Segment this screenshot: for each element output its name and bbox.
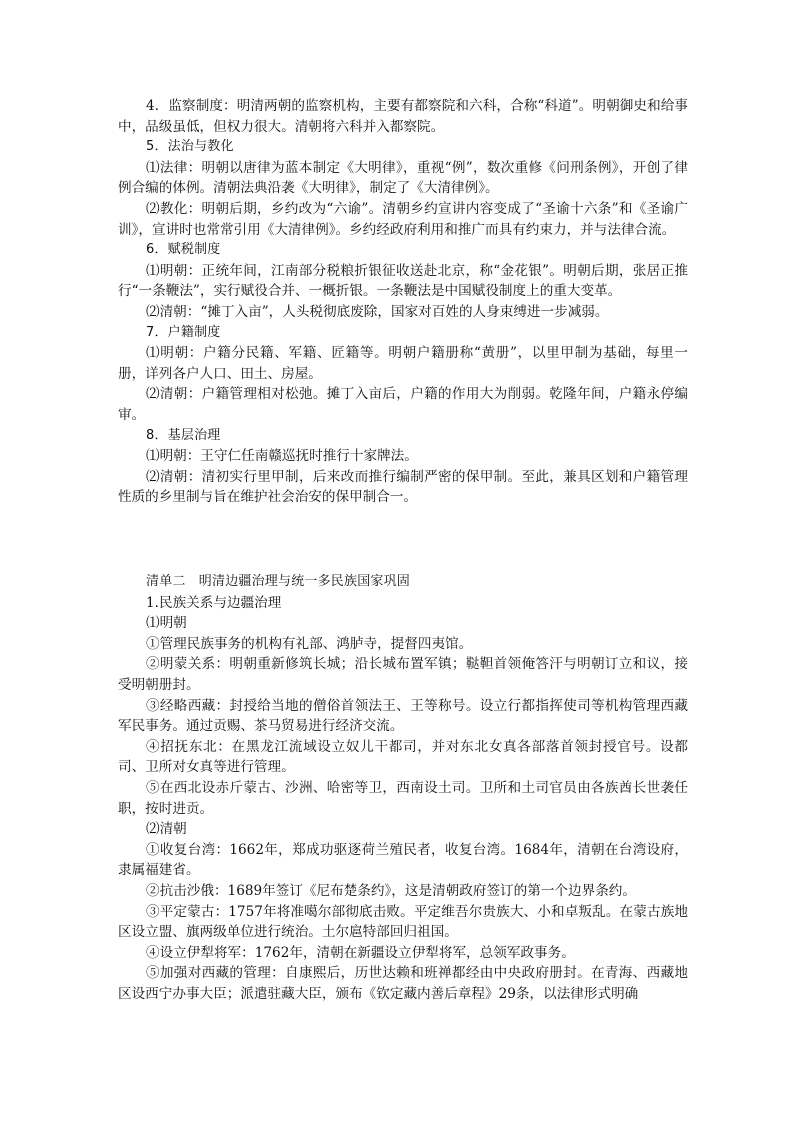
subheading-ethnic-relations: 1.民族关系与边疆治理 <box>146 594 282 611</box>
heading-local-governance: 8．基层治理 <box>146 427 221 443</box>
item-ming-4: ④招抚东北：在黑龙江流域设立奴儿干都司，并对东北女真各部落首领封授官号。设都司、卫所对女真等进行管理。 <box>118 738 688 776</box>
heading-tax: 6．赋税制度 <box>146 242 221 258</box>
item-ming-1: ①管理民族事务的机构有礼部、鸿胪寺，提督四夷馆。 <box>146 635 473 652</box>
item-ming-2: ②明蒙关系：明朝重新修筑长城；沿长城布置军镇；鞑靼首领俺答汗与明朝订立和议，接受明朝册封。 <box>118 656 688 693</box>
item-qing-2: ②抗击沙俄：1689年签订《尼布楚条约》，这是清朝政府签订的第一个边界条约。 <box>146 882 636 899</box>
para-household-qing: ⑵清朝：户籍管理相对松弛。摊丁入亩后，户籍的作用大为削弱。乾隆年间，户籍永停编审。 <box>118 386 688 423</box>
para-local-ming: ⑴明朝：王守仁任南赣巡抚时推行十家牌法。 <box>146 448 418 465</box>
item-qing-4: ④设立伊犁将军：1762年，清朝在新疆设立伊犁将军，总领军政事务。 <box>146 944 575 961</box>
heading-law-education: 5．法治与教化 <box>146 139 234 155</box>
item-qing-3: ③平定蒙古：1757年将准噶尔部彻底击败。平定维吾尔贵族大、小和卓叛乱。在蒙古族地区设立盟、旗两级单位进行统治。土尔扈特部回归祖国。 <box>118 903 688 941</box>
para-supervision: 4．监察制度：明清两朝的监察机构，主要有都察院和六科，合称“科道”。明朝御史和给事中，品级虽低，但权力很大。清朝将六科并入都察院。 <box>118 98 688 135</box>
para-tax-ming: ⑴明朝：正统年间，江南部分税粮折银征收送赴北京，称“金花银”。明朝后期，张居正推行“一条鞭法”，实行赋役合并、一概折银。一条鞭法是中国赋役制度上的重大变革。 <box>118 262 688 300</box>
para-tax-qing: ⑵清朝：“摊丁入亩”，人头税彻底废除，国家对百姓的人身束缚进一步减弱。 <box>146 303 609 320</box>
list-title: 清单二 明清边疆治理与统一多民族国家巩固 <box>146 574 411 589</box>
item-ming-3: ③经略西藏：封授给当地的僧俗首领法王、王等称号。设立行都指挥使司等机构管理西藏军民事务。通过贡赐、茶马贸易进行经济交流。 <box>118 697 688 735</box>
section-governance <box>118 96 688 508</box>
subheading-ming: ⑴明朝 <box>146 615 187 632</box>
para-education: ⑵教化：明朝后期，乡约改为“六谕”。清朝乡约宣讲内容变成了“圣谕十六条”和《圣谕广训》，宣讲时也常常引用《大清律例》。乡约经政府利用和推广而具有约束力，并与法律合流。 <box>118 200 688 238</box>
para-local-qing: ⑵清朝：清初实行里甲制，后来改而推行编制严密的保甲制。至此，兼具区划和户籍管理性质的乡里制与旨在维护社会治安的保甲制合一。 <box>118 468 688 506</box>
para-household-ming: ⑴明朝：户籍分民籍、军籍、匠籍等。明朝户籍册称“黄册”，以里甲制为基础，每里一册，详列各户人口、田土、房屋。 <box>118 345 688 382</box>
section-frontier <box>118 572 688 1004</box>
item-ming-5: ⑤在西北设赤斤蒙古、沙洲、哈密等卫，西南设土司。卫所和土司官员由各族酋长世袭任职，按时进贡。 <box>118 779 688 817</box>
subheading-qing: ⑵清朝 <box>146 821 187 838</box>
item-qing-1: ①收复台湾：1662年，郑成功驱逐荷兰殖民者，收复台湾。1684年，清朝在台湾设府，隶属福建省。 <box>118 841 688 879</box>
para-law: ⑴法律：明朝以唐律为蓝本制定《大明律》，重视“例”，数次重修《问刑条例》，开创了律例合编的体例。清朝法典沿袭《大明律》，制定了《大清律例》。 <box>118 159 688 197</box>
heading-household: 7．户籍制度 <box>146 324 221 340</box>
item-qing-5: ⑤加强对西藏的管理：自康熙后，历世达赖和班禅都经由中央政府册封。在青海、西藏地区设西宁办事大臣；派遣驻藏大臣，颁布《钦定藏内善后章程》29条，以法律形式明确 <box>118 965 688 1002</box>
